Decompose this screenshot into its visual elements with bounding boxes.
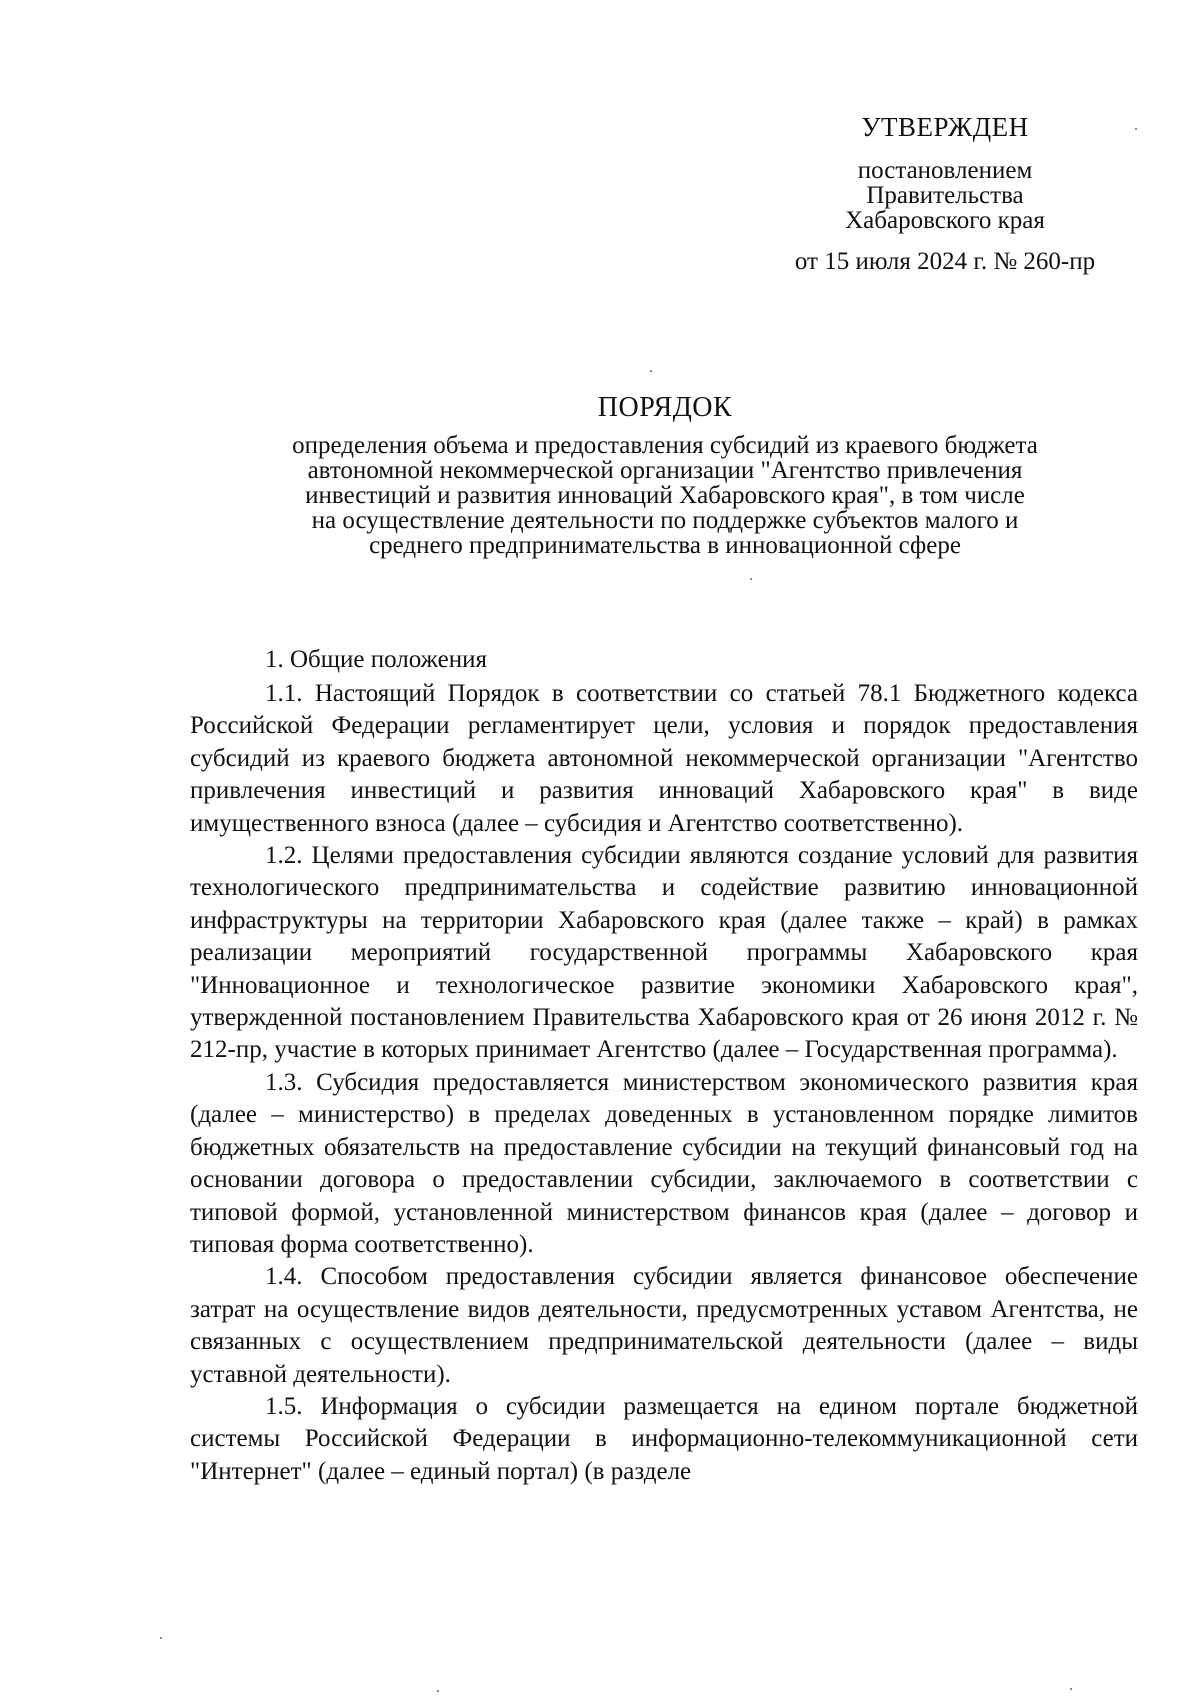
paragraph-1-4: 1.4. Способом предоставления субсидии является финансовое обеспечение затрат на осуществление видов деятельности, предусмотренных уставом Агентства, не связанных с осуществлением предпринимательской деятельности (далее – виды уставной деятельности).: [190, 1263, 1138, 1388]
approval-stamp: [760, 112, 1130, 277]
paragraph-1-5: 1.5. Информация о субсидии размещается на едином портале бюджетной системы Российской Федерации в информационно-телекоммуникационной сети "Интернет" (далее – единый портал) (в разделе: [190, 1392, 1138, 1485]
approval-line: Хабаровского края: [845, 207, 1045, 234]
document-title: ПОРЯДОК: [597, 392, 733, 423]
section-body: [190, 678, 1138, 1488]
scan-speck: [160, 1637, 162, 1639]
document-subtitle-line: инвестиций и развития инноваций Хабаровского края", в том числе: [305, 482, 1025, 509]
document-subtitle-line: на осуществление деятельности по поддержке субъектов малого и: [311, 507, 1019, 534]
scan-speck: [1070, 1688, 1072, 1690]
approval-line: постановлением: [857, 157, 1033, 184]
scan-speck: [650, 370, 652, 372]
paragraph-1-3: 1.3. Субсидия предоставляется министерством экономического развития края (далее – министерство) в пределах доведенных в установленном порядке лимитов бюджетных обязательств на предоставление субсидии на текущий финансовый год на основании договора о предоставлении субсидии, заключаемого в соответствии с типовой формой, установленной министерством финансов края (далее – договор и типовая форма соответственно).: [190, 1068, 1138, 1258]
paragraph-1-1: 1.1. Настоящий Порядок в соответствии со статьей 78.1 Бюджетного кодекса Российской Федерации регламентирует цели, условия и порядок предоставления субсидий из краевого бюджета автономной некоммерческой организации "Агентство привлечения инвестиций и развития инноваций Хабаровского края" в виде имущественного взноса (далее – субсидия и Агентство соответственно).: [190, 680, 1138, 837]
approval-line: Правительства: [866, 182, 1024, 209]
document-subtitle-line: определения объема и предоставления субсидий из краевого бюджета: [292, 432, 1038, 459]
approval-date: от 15 июля 2024 г. № 260-пр: [794, 248, 1096, 275]
paragraph-1-2: 1.2. Целями предоставления субсидии являются создание условий для развития технологического предпринимательства и содействие развитию инновационной инфраструктуры на территории Хабаровского края (далее также – край) в рамках реализации мероприятий государственной программы Хабаровского края "Инновационное и технологическое развитие экономики Хабаровского края", утвержденной постановлением Правительства Хабаровского края от 26 июня 2012 г. № 212-пр, участие в которых принимает Агентство (далее – Государственная программа).: [190, 842, 1138, 1064]
scan-speck: [750, 578, 752, 580]
scan-speck: [1135, 128, 1137, 130]
scan-speck: [437, 1690, 439, 1692]
document-subtitle-line: автономной некоммерческой организации "Агентство привлечения: [307, 457, 1023, 484]
section-heading: 1. Общие положения: [265, 646, 487, 673]
document-subtitle-line: среднего предпринимательства в инновационной сфере: [369, 532, 961, 559]
approved-heading: УТВЕРЖДЕН: [861, 112, 1029, 142]
document-title-block: [150, 393, 1180, 558]
